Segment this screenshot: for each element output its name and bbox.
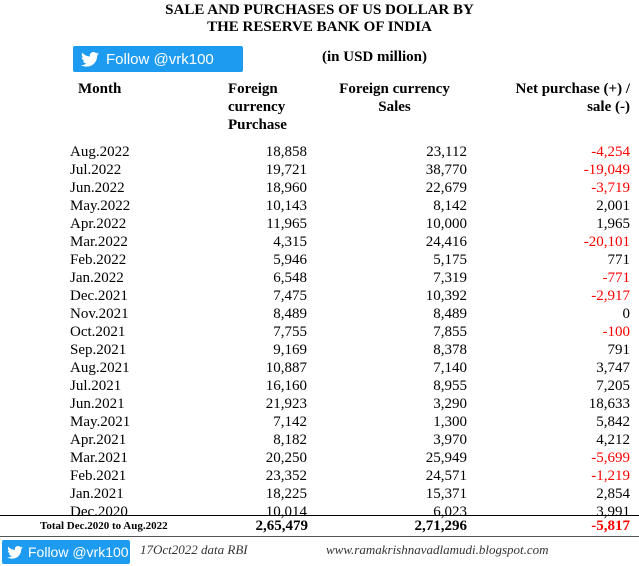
twitter-bird-icon (81, 52, 99, 67)
cell-purchase: 18,858 (265, 144, 307, 160)
table-row (0, 449, 639, 467)
cell-purchase: 5,946 (273, 252, 307, 268)
header-sales-line: Sales (378, 99, 411, 115)
cell-net: 791 (607, 342, 630, 358)
cell-purchase: 8,489 (273, 306, 307, 322)
cell-sales: 25,949 (425, 450, 467, 466)
cell-month: Mar.2022 (70, 234, 128, 250)
cell-purchase: 10,143 (265, 198, 307, 214)
cell-month: Oct.2021 (70, 324, 126, 340)
cell-net: -4,254 (591, 144, 630, 160)
cell-purchase: 10,014 (265, 504, 307, 520)
table-row (0, 485, 639, 503)
table-row (0, 413, 639, 431)
twitter-follow-button-bottom[interactable] (2, 540, 130, 564)
table-row (0, 359, 639, 377)
cell-sales: 10,000 (425, 216, 467, 232)
cell-purchase: 4,315 (273, 234, 307, 250)
cell-purchase: 23,352 (265, 468, 307, 484)
table-row (0, 431, 639, 449)
cell-sales: 7,140 (433, 360, 467, 376)
cell-net: 7,205 (596, 378, 630, 394)
cell-month: Apr.2022 (70, 216, 127, 232)
header-purchase-line: Purchase (228, 117, 287, 133)
footer-divider (0, 536, 639, 537)
twitter-follow-button-top[interactable] (73, 46, 243, 72)
cell-net: -19,049 (583, 162, 630, 178)
cell-net: 18,633 (588, 396, 630, 412)
cell-net: 0 (622, 306, 630, 322)
table-row (0, 467, 639, 485)
cell-sales: 8,142 (433, 198, 467, 214)
cell-sales: 8,955 (433, 378, 467, 394)
cell-month: Dec.2021 (70, 288, 128, 304)
table-row (0, 395, 639, 413)
report-title (0, 2, 639, 36)
cell-month: Feb.2022 (70, 252, 127, 268)
cell-month: May.2022 (70, 198, 131, 214)
cell-purchase: 6,548 (273, 270, 307, 286)
cell-purchase: 9,169 (273, 342, 307, 358)
table-row (0, 197, 639, 215)
cell-month: Jun.2021 (70, 396, 125, 412)
cell-sales: 23,112 (426, 144, 467, 160)
total-sales: 2,71,296 (414, 518, 467, 534)
cell-net: 5,842 (596, 414, 630, 430)
cell-purchase: 16,160 (265, 378, 307, 394)
cell-net: -100 (602, 324, 630, 340)
cell-month: Nov.2021 (70, 306, 129, 322)
cell-month: Jul.2021 (70, 378, 122, 394)
cell-net: -1,219 (591, 468, 630, 484)
cell-sales: 8,378 (433, 342, 467, 358)
cell-net: 4,212 (596, 432, 630, 448)
cell-month: Jun.2022 (70, 180, 125, 196)
cell-month: Jan.2022 (70, 270, 124, 286)
cell-sales: 22,679 (425, 180, 467, 196)
cell-purchase: 18,960 (265, 180, 307, 196)
title-line-1: SALE AND PURCHASES OF US DOLLAR BY (165, 2, 474, 18)
cell-sales: 3,970 (433, 432, 467, 448)
cell-month: Sep.2021 (70, 342, 127, 358)
total-net: -5,817 (591, 518, 630, 534)
header-purchase-line: Foreign (228, 81, 278, 97)
cell-sales: 7,319 (433, 270, 467, 286)
table-row (0, 161, 639, 179)
cell-net: 3,991 (596, 504, 630, 520)
table-row (0, 251, 639, 269)
cell-sales: 24,416 (425, 234, 467, 250)
title-line-2: THE RESERVE BANK OF INDIA (207, 19, 432, 35)
cell-net: 2,001 (596, 198, 630, 214)
cell-sales: 10,392 (425, 288, 467, 304)
cell-purchase: 7,142 (273, 414, 307, 430)
header-net-line: Net purchase (+) / (515, 81, 630, 97)
cell-net: 2,854 (596, 486, 630, 502)
header-purchase (228, 80, 308, 134)
cell-purchase: 8,182 (273, 432, 307, 448)
units-label: (in USD million) (322, 49, 428, 65)
table-row (0, 323, 639, 341)
cell-month: Dec.2020 (70, 504, 128, 520)
header-net (470, 80, 630, 116)
footer-blog-link[interactable]: www.ramakrishnavadlamudi.blogspot.com (326, 542, 549, 557)
table-row (0, 341, 639, 359)
cell-net: 1,965 (596, 216, 630, 232)
cell-sales: 8,489 (433, 306, 467, 322)
cell-purchase: 19,721 (265, 162, 307, 178)
table-row (0, 287, 639, 305)
header-sales (322, 80, 467, 116)
total-purchase: 2,65,479 (255, 518, 308, 534)
table-row (0, 377, 639, 395)
cell-month: Aug.2021 (70, 360, 130, 376)
total-label: Total Dec.2020 to Aug.2022 (40, 520, 168, 532)
table-row (0, 269, 639, 287)
cell-net: -5,699 (591, 450, 630, 466)
cell-sales: 6,023 (433, 504, 467, 520)
cell-sales: 7,855 (433, 324, 467, 340)
table-row (0, 305, 639, 323)
cell-sales: 38,770 (425, 162, 467, 178)
cell-month: Mar.2021 (70, 450, 128, 466)
cell-purchase: 10,887 (265, 360, 307, 376)
cell-sales: 15,371 (425, 486, 467, 502)
total-row (0, 516, 639, 536)
cell-net: -2,917 (591, 288, 630, 304)
table-row (0, 179, 639, 197)
cell-month: Feb.2021 (70, 468, 127, 484)
cell-sales: 1,300 (433, 414, 467, 430)
table-row (0, 143, 639, 161)
cell-net: -771 (602, 270, 630, 286)
cell-purchase: 18,225 (265, 486, 307, 502)
footer-date-source: 17Oct2022 data RBI (140, 542, 248, 557)
cell-month: Apr.2021 (70, 432, 127, 448)
cell-net: -3,719 (591, 180, 630, 196)
cell-purchase: 20,250 (265, 450, 307, 466)
cell-purchase: 11,965 (266, 216, 307, 232)
header-month: Month (78, 81, 122, 97)
cell-month: Aug.2022 (70, 144, 130, 160)
cell-net: -20,101 (583, 234, 630, 250)
cell-purchase: 21,923 (265, 396, 307, 412)
data-table (0, 143, 639, 521)
table-row (0, 215, 639, 233)
cell-month: Jan.2021 (70, 486, 124, 502)
cell-month: Jul.2022 (70, 162, 122, 178)
cell-sales: 5,175 (433, 252, 467, 268)
cell-sales: 24,571 (425, 468, 467, 484)
twitter-follow-label: Follow @vrk100 (106, 50, 214, 68)
header-purchase-line: currency (228, 99, 286, 115)
cell-net: 3,747 (596, 360, 630, 376)
header-sales-line: Foreign currency (339, 81, 450, 97)
twitter-bird-icon (7, 546, 23, 559)
cell-purchase: 7,475 (273, 288, 307, 304)
twitter-follow-label: Follow @vrk100 (28, 544, 129, 560)
table-row (0, 233, 639, 251)
cell-net: 771 (607, 252, 630, 268)
cell-purchase: 7,755 (273, 324, 307, 340)
header-net-line: sale (-) (587, 99, 630, 115)
cell-sales: 3,290 (433, 396, 467, 412)
cell-month: May.2021 (70, 414, 131, 430)
